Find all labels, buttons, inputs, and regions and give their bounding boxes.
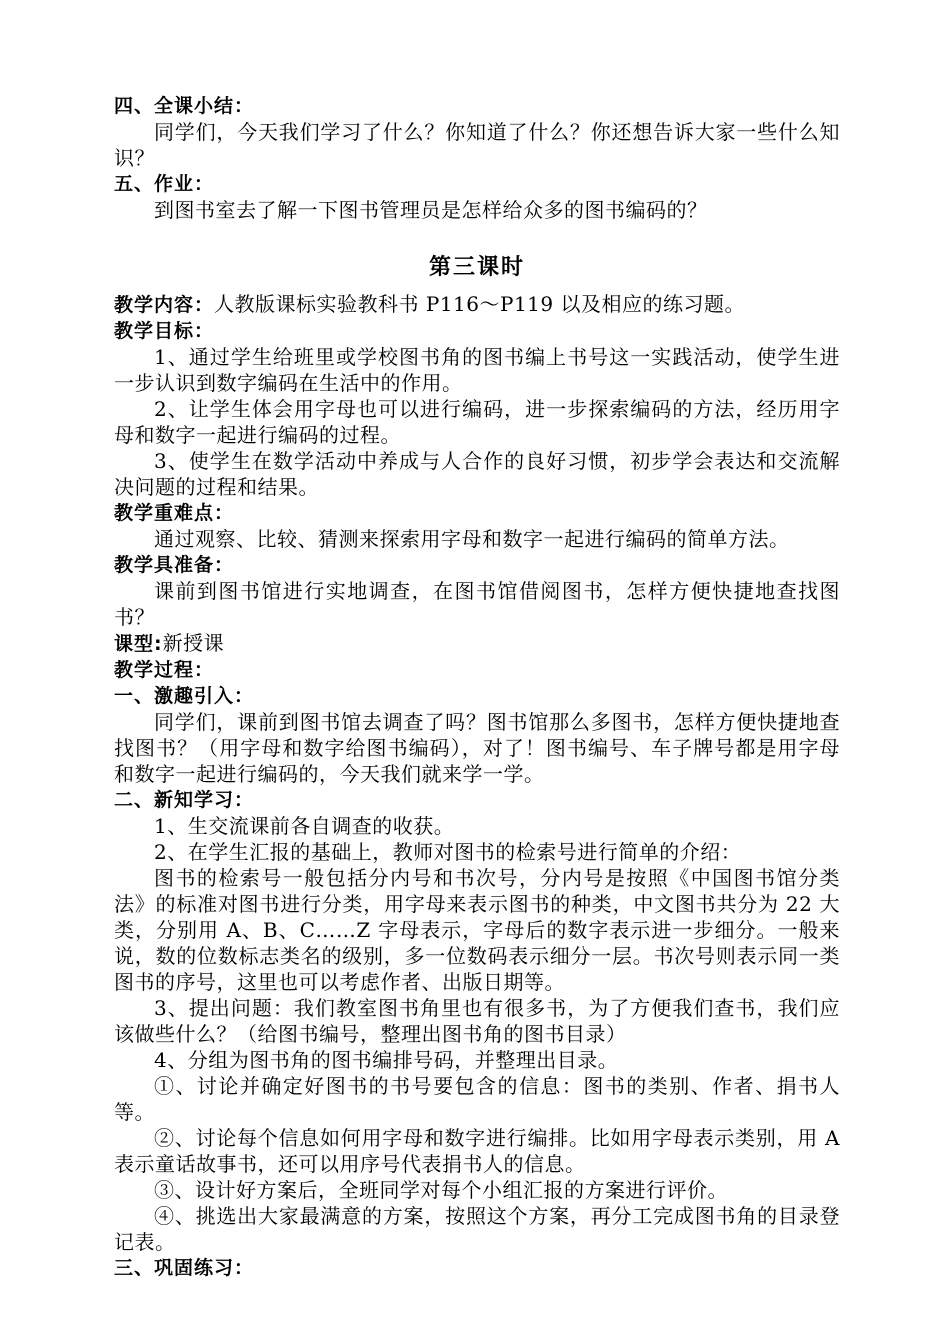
new-learning-item: 3、提出问题：我们教室图书角里也有很多书，为了方便我们查书，我们应该做些什么？（给图书编号，整理出图书角的图书目录） <box>114 996 840 1046</box>
teaching-content-text: 人教版课标实验教科书 P116～P119 以及相应的练习题。 <box>214 292 745 316</box>
intro-paragraph: 同学们，课前到图书馆去调查了吗？图书馆那么多图书，怎样方便快捷地查找图书？（用字母和数字给图书编码），对了！图书编号、车子牌号都是用字母和数字一起进行编码的，今天我们就来学一学。 <box>114 710 840 786</box>
new-learning-item: 2、在学生汇报的基础上，教师对图书的检索号进行简单的介绍： <box>154 840 742 864</box>
new-learning-item: ②、讨论每个信息如何用字母和数字进行编排。比如用字母表示类别，用 A 表示童话故事书，还可以用序号代表捐书人的信息。 <box>114 1126 840 1176</box>
lesson-type-text: 新授课 <box>162 631 225 655</box>
key-points-paragraph: 通过观察、比较、猜测来探索用字母和数字一起进行编码的简单方法。 <box>154 527 790 551</box>
new-learning-item: ④、挑选出大家最满意的方案，按照这个方案，再分工完成图书角的目录登记表。 <box>114 1204 840 1254</box>
section-heading-homework: 五、作业： <box>114 173 215 195</box>
lesson-title: 第三课时 <box>428 255 525 280</box>
spacer <box>114 281 840 291</box>
goal-item: 1、通过学生给班里或学校图书角的图书编上书号这一实践活动，使学生进一步认识到数字编码在生活中的作用。 <box>114 345 840 395</box>
new-learning-item: 4、分组为图书角的图书编排号码，并整理出目录。 <box>154 1048 619 1072</box>
section-heading-key-points: 教学重难点： <box>114 502 235 524</box>
new-learning-item: ①、讨论并确定好图书的书号要包含的信息：图书的类别、作者、捐书人等。 <box>114 1074 840 1124</box>
teaching-content-line <box>114 291 840 318</box>
goal-item: 3、使学生在数学活动中养成与人合作的良好习惯，初步学会表达和交流解决问题的过程和结果。 <box>114 449 840 499</box>
section-heading-process: 教学过程： <box>114 659 215 681</box>
teaching-content-label: 教学内容： <box>114 294 215 316</box>
section-heading-goals: 教学目标： <box>114 320 215 342</box>
new-learning-item: ③、设计好方案后，全班同学对每个小组汇报的方案进行评价。 <box>154 1178 728 1202</box>
goal-item: 2、让学生体会用字母也可以进行编码，进一步探索编码的方法，经历用字母和数字一起进行编码的过程。 <box>114 397 840 447</box>
preparation-paragraph: 课前到图书馆进行实地调查，在图书馆借阅图书，怎样方便快捷地查找图书？ <box>114 579 840 629</box>
homework-paragraph: 到图书室去了解一下图书管理员是怎样给众多的图书编码的？ <box>154 198 708 222</box>
document-page <box>114 93 840 1281</box>
section-heading-new-learning: 二、新知学习： <box>114 789 255 811</box>
lesson-type-line <box>114 630 840 657</box>
new-learning-item: 1、生交流课前各自调查的收获。 <box>154 814 455 838</box>
section-heading-intro: 一、激趣引入： <box>114 685 255 707</box>
section-heading-preparation: 教学具准备： <box>114 554 235 576</box>
summary-paragraph: 同学们，今天我们学习了什么？你知道了什么？你还想告诉大家一些什么知识？ <box>114 120 840 170</box>
new-learning-item: 图书的检索号一般包括分内号和书次号，分内号是按照《中国图书馆分类法》的标准对图书进行分类，用字母来表示图书的种类，中文图书共分为 22 大类，分别用 A、B、C……Z 字母表示，字母后的数字表示进一步细分。一般来说，数的位数标志类名的级别，多一位数码表示细分一层。书次号则表示同一类图书的序号，这里也可以考虑作者、出版日期等。 <box>114 866 840 994</box>
section-heading-practice: 三、巩固练习： <box>114 1257 255 1279</box>
section-heading-summary: 四、全课小结： <box>114 95 255 117</box>
spacer <box>114 223 840 255</box>
lesson-type-label: 课型: <box>114 633 163 655</box>
